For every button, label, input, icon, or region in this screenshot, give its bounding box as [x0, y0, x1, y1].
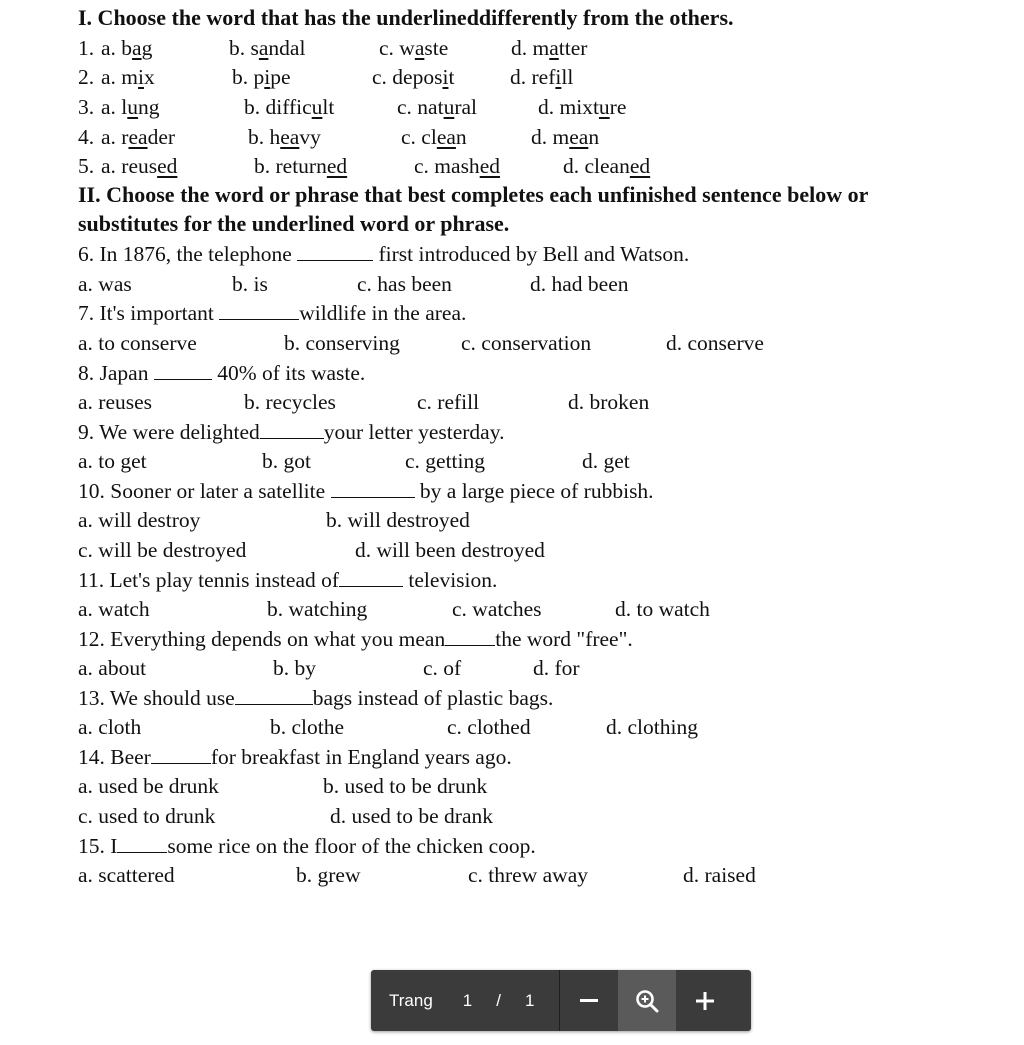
option-a: [101, 35, 152, 61]
current-page[interactable]: 1: [462, 990, 473, 1010]
option-c: c. conservation: [461, 331, 592, 355]
option-c: [414, 153, 500, 179]
answer-blank: [151, 745, 211, 764]
underlined-part: u: [443, 95, 455, 119]
option-a: a. to conserve: [78, 331, 197, 355]
answer-blank: [154, 361, 212, 380]
option-c: c. has been: [357, 272, 452, 296]
word-part: m: [121, 65, 139, 89]
word-part: nat: [417, 95, 444, 119]
question-11: [78, 567, 497, 593]
viewer-toolbar: [371, 970, 751, 1031]
question-7: [78, 300, 466, 326]
underlined-part: ed: [157, 154, 178, 178]
option-b: b. got: [262, 449, 311, 473]
question-8-stem-end: 40% of its waste.: [217, 361, 366, 385]
option-c: [372, 64, 454, 90]
option-c: c. getting: [405, 449, 486, 473]
word-part: mash: [434, 154, 480, 178]
option-b: [232, 64, 291, 90]
question-13-stem-end: bags instead of plastic bags.: [312, 686, 554, 710]
question-15-stem: 15. I: [78, 834, 118, 858]
magnifier-icon: [634, 988, 660, 1014]
option-d: d. had been: [530, 272, 629, 296]
option-a: a. reuses: [78, 390, 153, 414]
total-pages: 1: [524, 990, 535, 1010]
word-part: reus: [121, 154, 158, 178]
option-letter: a.: [101, 154, 116, 178]
answer-blank: [339, 568, 403, 587]
section2-title-line1: II. Choose the word or phrase that best completes each unfinished sentence below or: [78, 182, 869, 207]
option-c: c. of: [423, 656, 462, 680]
underlined-part: ea: [569, 125, 589, 149]
zoom-out-button[interactable]: [560, 970, 618, 1031]
option-b: [248, 124, 321, 150]
option-a: a. scattered: [78, 863, 175, 887]
option-c: [401, 124, 467, 150]
question-8: [78, 360, 365, 386]
plus-icon: [694, 990, 716, 1012]
option-d: d. get: [582, 449, 630, 473]
answer-blank: [219, 301, 299, 320]
option-a: a. was: [78, 272, 132, 296]
section2-title-line2: substitutes for the underlined word or phrase.: [78, 211, 510, 236]
option-d: d. broken: [568, 390, 650, 414]
option-letter: b.: [244, 95, 261, 119]
option-d: [511, 35, 587, 61]
option-a: a. about: [78, 656, 147, 680]
option-b: b. watching: [267, 597, 368, 621]
question-9-stem-end: your letter yesterday.: [323, 420, 505, 444]
zoom-in-button[interactable]: [676, 970, 734, 1031]
word-part: vy: [299, 125, 321, 149]
question-number: 5.: [78, 154, 95, 178]
option-b: b. clothe: [270, 715, 345, 739]
word-part: depos: [392, 65, 443, 89]
option-b: b. recycles: [244, 390, 336, 414]
option-letter: b.: [229, 36, 246, 60]
option-b: b. is: [232, 272, 268, 296]
option-d: [510, 64, 573, 90]
answer-blank: [297, 242, 373, 261]
answer-blank: [331, 479, 415, 498]
question-13-stem: 13. We should use: [78, 686, 235, 710]
option-b: b. grew: [296, 863, 361, 887]
word-part: ral: [454, 95, 478, 119]
page-indicator: [371, 970, 559, 1031]
underlined-part: ed: [326, 154, 348, 178]
option-b: b. will destroyed: [326, 508, 470, 532]
answer-blank: [235, 686, 313, 705]
word-part: ste: [424, 36, 449, 60]
word-part: ng: [138, 95, 160, 119]
option-c: c. watches: [452, 597, 542, 621]
underlined-part: ed: [629, 154, 651, 178]
word-part: m: [552, 125, 570, 149]
word-part: pe: [270, 65, 291, 89]
question-6-stem: 6. In 1876, the telephone: [78, 242, 292, 266]
question-6: [78, 241, 689, 267]
option-a: a. cloth: [78, 715, 142, 739]
word-part: h: [269, 125, 281, 149]
option-d: d. for: [533, 656, 580, 680]
word-part: der: [147, 125, 176, 149]
option-d: [538, 94, 626, 120]
minus-icon: [580, 999, 598, 1002]
question-11-stem-end: television.: [408, 568, 498, 592]
option-b: b. used to be drunk: [323, 774, 488, 798]
underlined-part: a: [258, 36, 269, 60]
option-c: [379, 35, 448, 61]
word-part: r: [121, 125, 129, 149]
question-number: 2.: [78, 65, 95, 89]
option-letter: c.: [379, 36, 394, 60]
option-c: c. used to drunk: [78, 804, 216, 828]
underlined-part: a: [549, 36, 559, 60]
answer-blank: [260, 420, 324, 439]
option-b: b. conserving: [284, 331, 400, 355]
word-part: w: [399, 36, 415, 60]
option-b: [229, 35, 305, 61]
word-part: diffic: [265, 95, 312, 119]
option-a: [101, 64, 155, 90]
word-part: l: [121, 95, 128, 119]
word-part: re: [609, 95, 627, 119]
word-part: x: [144, 65, 155, 89]
option-letter: c.: [397, 95, 412, 119]
option-d: [563, 153, 650, 179]
question-12-stem: 12. Everything depends on what you mean: [78, 627, 446, 651]
underlined-part: i: [138, 65, 145, 89]
option-a: a. to get: [78, 449, 147, 473]
question-9: [78, 419, 504, 445]
page-separator: /: [496, 990, 501, 1010]
option-b: [244, 94, 334, 120]
word-part: mixt: [559, 95, 599, 119]
word-part: s: [250, 36, 259, 60]
option-c: c. threw away: [468, 863, 588, 887]
question-12-stem-end: the word "free".: [495, 627, 633, 651]
option-letter: d.: [531, 125, 548, 149]
question-6-stem-end: first introduced by Bell and Watson.: [378, 242, 690, 266]
option-d: d. clothing: [606, 715, 698, 739]
question-10-stem: 10. Sooner or later a satellite: [78, 479, 326, 503]
option-letter: c.: [401, 125, 416, 149]
option-letter: c.: [414, 154, 429, 178]
word-part: clean: [584, 154, 630, 178]
question-12: [78, 626, 633, 652]
option-a: a. used be drunk: [78, 774, 219, 798]
option-b: [254, 153, 347, 179]
zoom-fit-button[interactable]: [618, 970, 676, 1031]
option-b: b. by: [273, 656, 316, 680]
question-15-stem-end: some rice on the floor of the chicken coop.: [167, 834, 536, 858]
option-letter: b.: [254, 154, 271, 178]
option-letter: a.: [101, 125, 116, 149]
option-letter: a.: [101, 65, 116, 89]
question-7-stem: 7. It's important: [78, 301, 214, 325]
word-part: n: [588, 125, 600, 149]
underlined-part: ea: [280, 125, 300, 149]
option-letter: b.: [232, 65, 249, 89]
word-part: n: [455, 125, 467, 149]
word-part: p: [253, 65, 265, 89]
word-part: cl: [421, 125, 437, 149]
option-letter: c.: [372, 65, 387, 89]
question-11-stem: 11. Let's play tennis instead of: [78, 568, 340, 592]
word-part: g: [141, 36, 153, 60]
question-10: [78, 478, 654, 504]
question-15: [78, 833, 536, 859]
option-letter: d.: [511, 36, 528, 60]
option-c: c. will be destroyed: [78, 538, 247, 562]
word-part: ref: [531, 65, 556, 89]
word-part: lt: [322, 95, 335, 119]
underlined-part: u: [598, 95, 610, 119]
option-c: c. refill: [417, 390, 480, 414]
option-a: [101, 124, 175, 150]
option-letter: d.: [563, 154, 580, 178]
option-d: d. used to be drank: [330, 804, 494, 828]
underlined-part: a: [132, 36, 142, 60]
option-a: [101, 94, 160, 120]
option-c: c. clothed: [447, 715, 531, 739]
question-8-stem: 8. Japan: [78, 361, 149, 385]
answer-blank: [117, 834, 167, 853]
option-a: a. watch: [78, 597, 150, 621]
page-label: Trang: [389, 990, 433, 1010]
option-letter: d.: [510, 65, 527, 89]
underlined-part: ea: [436, 125, 456, 149]
option-letter: d.: [538, 95, 555, 119]
option-d: d. will been destroyed: [355, 538, 545, 562]
underlined-part: i: [555, 65, 562, 89]
word-part: m: [532, 36, 550, 60]
question-13: [78, 685, 553, 711]
word-part: t: [448, 65, 455, 89]
option-c: [397, 94, 477, 120]
option-a: a. will destroy: [78, 508, 201, 532]
underlined-part: u: [311, 95, 323, 119]
question-number: 4.: [78, 125, 95, 149]
option-d: d. to watch: [615, 597, 710, 621]
underlined-part: i: [442, 65, 449, 89]
underlined-part: ed: [479, 154, 500, 178]
word-part: tter: [558, 36, 588, 60]
option-letter: a.: [101, 36, 116, 60]
question-number: 3.: [78, 95, 95, 119]
question-number: 1.: [78, 36, 95, 60]
section1-title: I. Choose the word that has the underlineddifferently from the others.: [78, 5, 734, 30]
question-14-stem: 14. Beer: [78, 745, 151, 769]
option-d: [531, 124, 599, 150]
option-letter: b.: [248, 125, 265, 149]
option-d: d. conserve: [666, 331, 764, 355]
question-9-stem: 9. We were delighted: [78, 420, 260, 444]
word-part: b: [121, 36, 133, 60]
answer-blank: [445, 627, 495, 646]
question-14-stem-end: for breakfast in England years ago.: [210, 745, 512, 769]
underlined-part: a: [414, 36, 425, 60]
underlined-part: ea: [128, 125, 148, 149]
option-letter: a.: [101, 95, 116, 119]
option-d: d. raised: [683, 863, 756, 887]
question-7-stem-end: wildlife in the area.: [299, 301, 467, 325]
question-14: [78, 744, 512, 770]
underlined-part: i: [264, 65, 271, 89]
word-part: return: [275, 154, 327, 178]
word-part: ndal: [268, 36, 306, 60]
option-a: [101, 153, 177, 179]
question-10-stem-end: by a large piece of rubbish.: [419, 479, 654, 503]
underlined-part: u: [127, 95, 139, 119]
word-part: ll: [561, 65, 574, 89]
